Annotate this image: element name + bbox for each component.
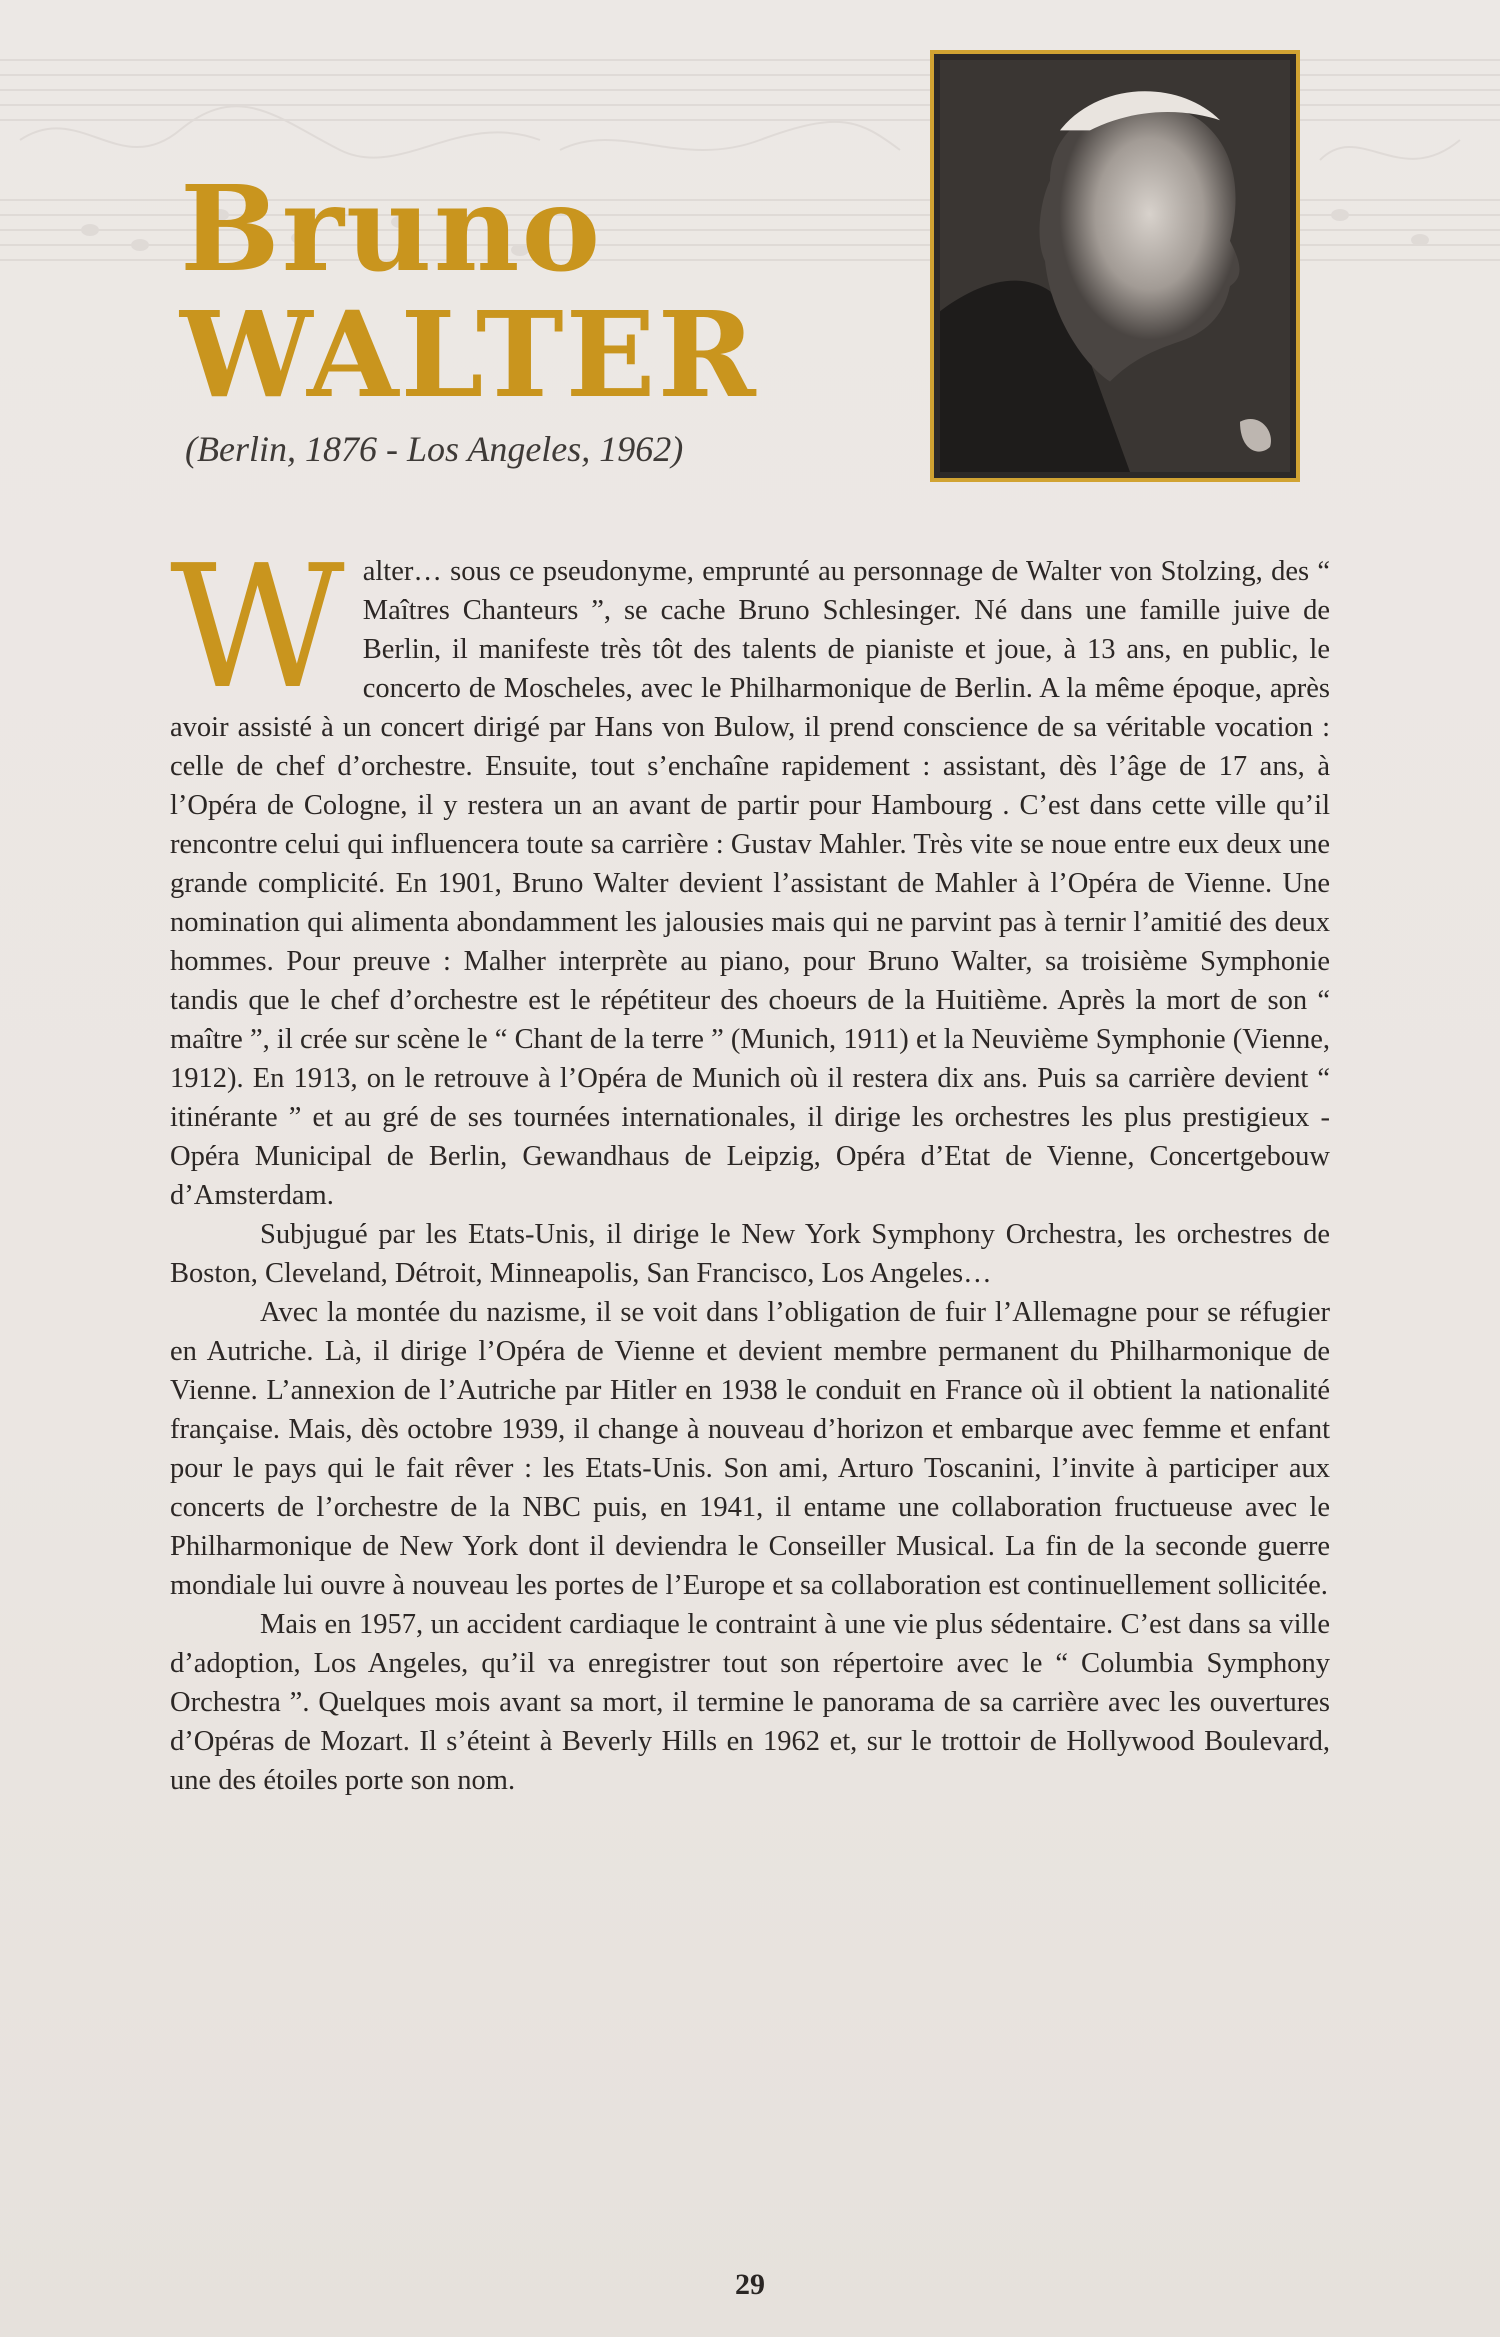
portrait-silhouette: [940, 60, 1290, 472]
paragraph-3: Avec la montée du nazisme, il se voit dans l’obligation de fuir l’Allemagne pour se réfugier en Autriche. Là, il dirige l’Opéra de Vienne et devient membre permanent du Philharmonique de Vienne. L’annexion de l’Autriche par Hitler en 1938 le conduit en France où il obtient la nationalité française. Mais, dès octobre 1939, il change à nouveau d’horizon et embarque avec femme et enfant pour le pays qui le fait rêver : les Etats-Unis. Son ami, Arturo Toscanini, l’invite à participer aux concerts de l’orchestre de la NBC puis, en 1941, il entame une collaboration fructueuse avec le Philharmonique de New York dont il deviendra le Conseiller Musical. La fin de la seconde guerre mondiale lui ouvre à nouveau les portes de l’Europe et sa collaboration est continuellement sollicitée.: [170, 1297, 1330, 1601]
title-block: [180, 159, 758, 424]
title-last-name: WALTER: [180, 285, 758, 424]
drop-cap-letter: W: [170, 529, 345, 727]
page-number: 29: [735, 2268, 765, 2301]
lifespan-subtitle: (Berlin, 1876 - Los Angeles, 1962): [185, 429, 684, 469]
paragraph-2: Subjugué par les Etats-Unis, il dirige le New York Symphony Orchestra, les orchestres de Boston, Cleveland, Détroit, Minneapolis, San Francisco, Los Angeles…: [170, 1219, 1330, 1289]
paragraph-1-text: alter… sous ce pseudonyme, emprunté au personnage de Walter von Stolzing, des “ Maîtres Chanteurs ”, se cache Bruno Schlesinger. Né dans une famille juive de Berlin, il manifeste très tôt des talents de pianiste et joue, à 13 ans, en public, le concerto de Moscheles, avec le Philharmonique de Berlin. A la même époque, après avoir assisté à un concert dirigé par Hans von Bulow, il prend conscience de sa véritable vocation : celle de chef d’orchestre. Ensuite, tout s’enchaîne rapidement : assistant, dès l’âge de 17 ans, à l’Opéra de Cologne, il y restera un an avant de partir pour Hambourg . C’est dans cette ville qu’il rencontre celui qui influencera toute sa carrière : Gustav Mahler. Très vite se noue entre eux deux une grande complicité. En 1901, Bruno Walter devient l’assistant de Mahler à l’Opéra de Vienne. Une nomination qui alimenta abondamment les jalousies mais qui ne parvint pas à ternir l’amitié des deux hommes. Pour preuve : Malher interprète au piano, pour Bruno Walter, sa troisième Symphonie tandis que le chef d’orchestre est le répétiteur des choeurs de la Huitième. Après la mort de son “ maître ”, il crée sur scène le “ Chant de la terre ” (Munich, 1911) et la Neuvième Symphonie (Vienne, 1912). En 1913, on le retrouve à l’Opéra de Munich où il restera dix ans. Puis sa carrière devient “ itinérante ” et au gré de ses tournées internationales, il dirige les orchestres les plus prestigieux - Opéra Municipal de Berlin, Gewandhaus de Leipzig, Opéra d’Etat de Vienne, Concertgebouw d’Amsterdam.: [170, 556, 1330, 1211]
portrait-frame: [930, 50, 1300, 482]
title-first-name: Bruno: [180, 159, 603, 298]
biography-text: [170, 529, 1330, 1800]
paragraph-1: [170, 529, 1330, 1215]
paragraph-4: Mais en 1957, un accident cardiaque le contraint à une vie plus sédentaire. C’est dans sa ville d’adoption, Los Angeles, qu’il va enregistrer tout son répertoire avec le “ Columbia Symphony Orchestra ”. Quelques mois avant sa mort, il termine le panorama de sa carrière avec les ouvertures d’Opéras de Mozart. Il s’éteint à Beverly Hills en 1962 et, sur le trottoir de Hollywood Boulevard, une des étoiles porte son nom.: [170, 1609, 1330, 1796]
portrait-photo-icon: [940, 60, 1290, 472]
